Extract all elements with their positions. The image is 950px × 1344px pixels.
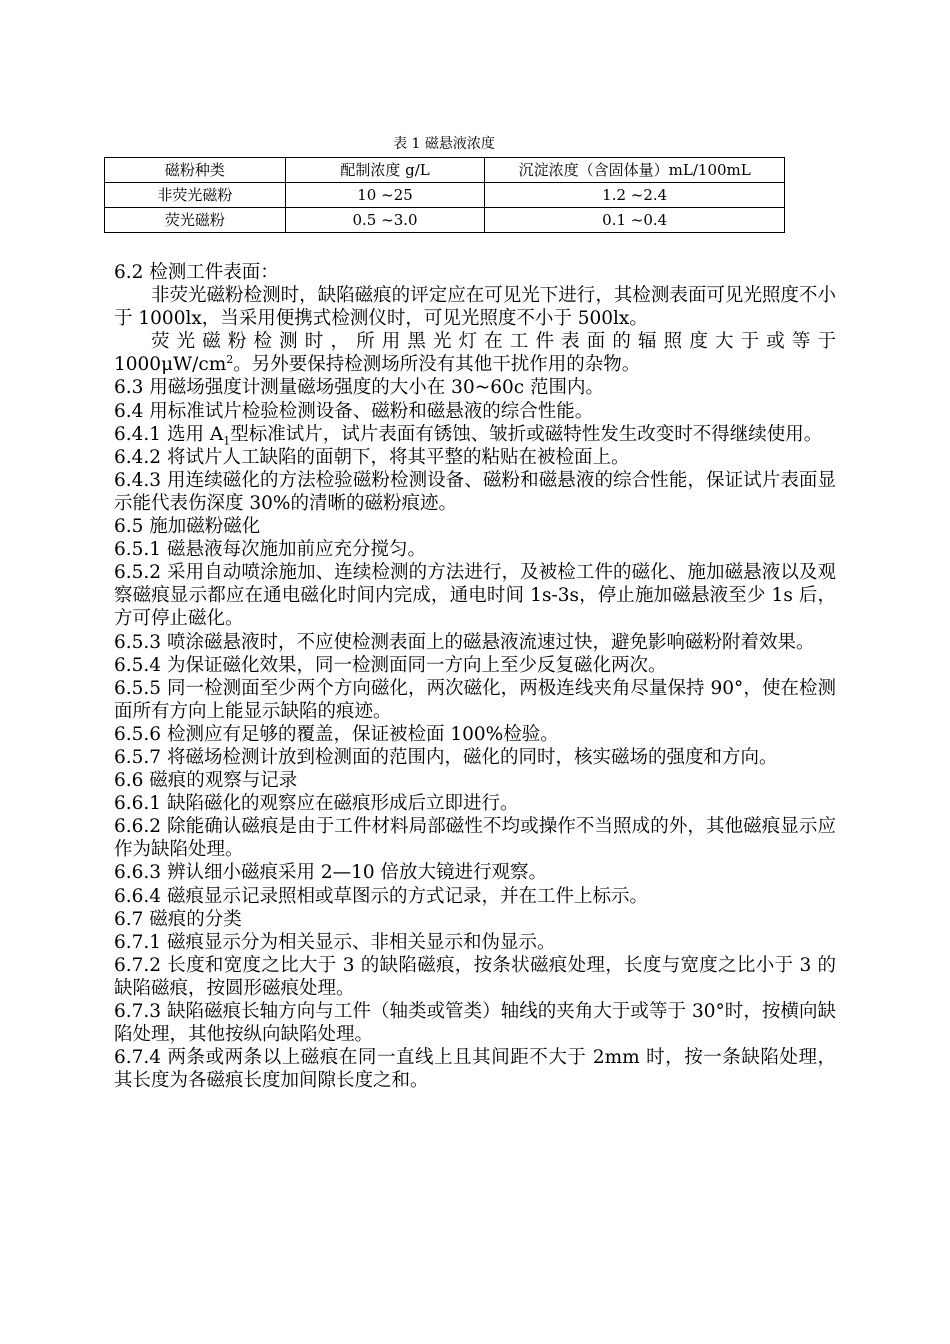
section-heading-6-7: 6.7 磁痕的分类 bbox=[114, 908, 242, 930]
table-caption: 表 1 磁悬液浓度 bbox=[393, 136, 495, 152]
concentration-table bbox=[104, 157, 785, 233]
paragraph-6-5-2: 6.5.2 采用自动喷涂施加、连续检测的方法进行，及被检工件的磁化、施加磁悬液以及观察磁痕显示都应在通电磁化时间内完成，通电时间 1s-3s，停止施加磁悬液至少 1s 后，方可停止磁化。 bbox=[114, 562, 836, 630]
paragraph-6-5-7: 6.5.7 将磁场检测计放到检测面的范围内，磁化的同时，核实磁场的强度和方向。 bbox=[114, 746, 778, 768]
body-text bbox=[114, 261, 836, 1092]
table-header-cell: 磁粉种类 bbox=[105, 158, 286, 183]
paragraph-6-3: 6.3 用磁场强度计测量磁场强度的大小在 30~60c 范围内。 bbox=[114, 377, 605, 399]
paragraph-6-4-1-tail: 型标准试片，试片表面有锈蚀、皱折或磁特性发生改变时不得继续使用。 bbox=[230, 423, 823, 445]
subscript: 1 bbox=[223, 434, 231, 448]
table-header-cell: 沉淀浓度（含固体量）mL/100mL bbox=[485, 158, 785, 183]
table-cell: 荧光磁粉 bbox=[105, 208, 286, 233]
paragraph-6-6-2: 6.6.2 除能确认磁痕是由于工件材料局部磁性不均或操作不当照成的外，其他磁痕显示应作为缺陷处理。 bbox=[114, 816, 836, 861]
paragraph-6-4-2: 6.4.2 将试片人工缺陷的面朝下，将其平整的粘贴在被检面上。 bbox=[114, 446, 630, 468]
paragraph-6-2-b-tail: 。另外要保持检测场所没有其他干扰作用的杂物。 bbox=[233, 354, 641, 376]
table-cell: 1.2 ~2.4 bbox=[485, 183, 785, 208]
paragraph-6-5-3: 6.5.3 喷涂磁悬液时，不应使检测表面上的磁悬液流速过快，避免影响磁粉附着效果。 bbox=[114, 631, 815, 653]
table-cell: 非荧光磁粉 bbox=[105, 183, 286, 208]
paragraph-6-4-1 bbox=[114, 423, 836, 446]
table-cell: 0.5 ~3.0 bbox=[285, 208, 485, 233]
paragraph-6-7-4: 6.7.4 两条或两条以上磁痕在同一直线上且其间距不大于 2mm 时，按一条缺陷处理，其长度为各磁痕长度加间隙长度之和。 bbox=[114, 1047, 836, 1092]
paragraph-6-2-b-line1: 荧光磁粉检测时，所用黑光灯在工件表面的辐照度大于或等于 bbox=[151, 331, 836, 353]
superscript: 2 bbox=[226, 353, 234, 367]
section-heading-6-2: 6.2 检测工件表面： bbox=[114, 262, 279, 283]
section-heading-6-5: 6.5 施加磁粉磁化 bbox=[114, 516, 261, 538]
irradiance-value: 1000μW/cm bbox=[114, 354, 227, 376]
paragraph-6-4-3: 6.4.3 用连续磁化的方法检验磁粉检测设备、磁粉和磁悬液的综合性能，保证试片表面显示能代表伤深度 30%的清晰的磁粉痕迹。 bbox=[114, 469, 836, 514]
paragraph-6-2-b-line2 bbox=[114, 353, 836, 376]
table-cell: 0.1 ~0.4 bbox=[485, 208, 785, 233]
paragraph-6-4: 6.4 用标准试片检验检测设备、磁粉和磁悬液的综合性能。 bbox=[114, 400, 594, 422]
paragraph-6-7-3: 6.7.3 缺陷磁痕长轴方向与工件（轴类或管类）轴线的夹角大于或等于 30°时，按横向缺陷处理，其他按纵向缺陷处理。 bbox=[114, 1001, 836, 1046]
section-heading-6-6: 6.6 磁痕的观察与记录 bbox=[114, 770, 298, 792]
table-header-row bbox=[105, 158, 785, 183]
paragraph-6-2-a: 非荧光磁粉检测时，缺陷磁痕的评定应在可见光下进行，其检测表面可见光照度不小于 1000lx，当采用便携式检测仪时，可见光照度不小于 500lx。 bbox=[114, 285, 836, 330]
paragraph-6-5-1: 6.5.1 磁悬液每次施加前应充分搅匀。 bbox=[114, 539, 426, 561]
paragraph-6-5-6: 6.5.6 检测应有足够的覆盖，保证被检面 100%检验。 bbox=[114, 723, 559, 745]
table-header-cell: 配制浓度 g/L bbox=[285, 158, 485, 183]
paragraph-6-4-1-head: 6.4.1 选用 A bbox=[114, 423, 224, 445]
paragraph-6-7-1: 6.7.1 磁痕显示分为相关显示、非相关显示和伪显示。 bbox=[114, 931, 556, 953]
paragraph-6-6-3: 6.6.3 辨认细小磁痕采用 2—10 倍放大镜进行观察。 bbox=[114, 862, 548, 884]
paragraph-6-6-1: 6.6.1 缺陷磁化的观察应在磁痕形成后立即进行。 bbox=[114, 793, 519, 815]
paragraph-6-5-4: 6.5.4 为保证磁化效果，同一检测面同一方向上至少反复磁化两次。 bbox=[114, 654, 667, 676]
paragraph-6-5-5: 6.5.5 同一检测面至少两个方向磁化，两次磁化，两极连线夹角尽量保持 90°，使在检测面所有方向上能显示缺陷的痕迹。 bbox=[114, 677, 836, 722]
table-row bbox=[105, 183, 785, 208]
table-cell: 10 ~25 bbox=[285, 183, 485, 208]
paragraph-6-6-4: 6.6.4 磁痕显示记录照相或草图示的方式记录，并在工件上标示。 bbox=[114, 885, 648, 907]
paragraph-6-7-2: 6.7.2 长度和宽度之比大于 3 的缺陷磁痕，按条状磁痕处理，长度与宽度之比小于 3 的缺陷磁痕，按圆形磁痕处理。 bbox=[114, 954, 836, 999]
table-row bbox=[105, 208, 785, 233]
